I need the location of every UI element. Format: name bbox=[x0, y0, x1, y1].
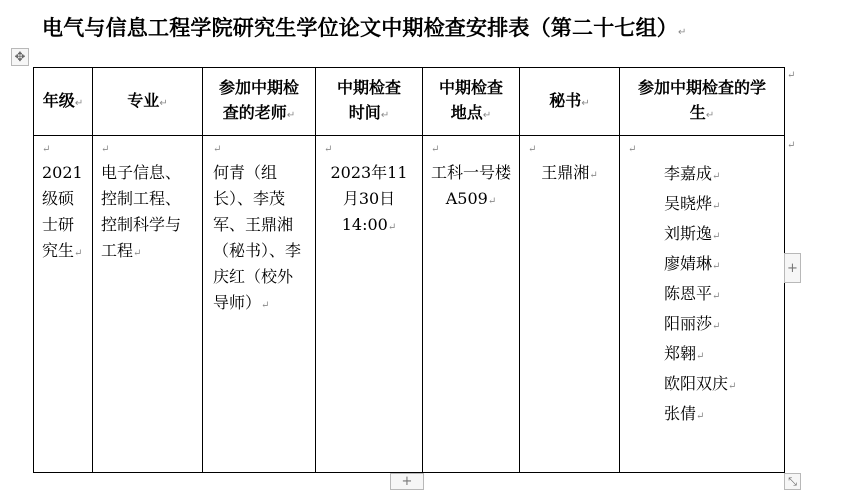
header-teachers-label: 参加中期检查的老师 bbox=[218, 78, 299, 122]
header-location-label: 中期检查地点 bbox=[438, 78, 503, 122]
teachers-value: 何青（组长）、李茂军、王鼎湘（秘书）、李庆红（校外导师） bbox=[213, 163, 302, 312]
row-end-mark: ↵ bbox=[787, 140, 796, 151]
table-resize-handle-icon[interactable] bbox=[784, 473, 801, 490]
cell-major[interactable] bbox=[93, 136, 203, 473]
list-item bbox=[664, 250, 772, 280]
header-secretary-label: 秘书 bbox=[549, 90, 582, 110]
header-grade-label: 年级 bbox=[42, 90, 75, 110]
cell-location[interactable] bbox=[423, 136, 520, 473]
header-time-label: 中期检查时间 bbox=[336, 78, 401, 122]
student-name: 廖婧琳 bbox=[664, 254, 713, 273]
list-item bbox=[664, 280, 772, 310]
header-grade[interactable] bbox=[34, 68, 93, 136]
paragraph-mark: ↵ bbox=[213, 144, 222, 155]
table-header-row bbox=[34, 68, 785, 136]
paragraph-mark: ↵ bbox=[380, 110, 390, 121]
student-name: 张倩 bbox=[664, 404, 697, 423]
paragraph-mark: ↵ bbox=[74, 248, 83, 259]
major-value: 电子信息、控制工程、控制科学与工程 bbox=[101, 163, 182, 260]
paragraph-mark: ↵ bbox=[712, 261, 721, 272]
list-item bbox=[664, 370, 772, 400]
table-move-handle-icon[interactable] bbox=[11, 48, 29, 66]
paragraph-mark: ↵ bbox=[628, 144, 637, 155]
paragraph-mark: ↵ bbox=[286, 110, 296, 121]
students-list bbox=[628, 160, 776, 430]
row-end-mark: ↵ bbox=[787, 70, 796, 81]
document-title-text: 电气与信息工程学院研究生学位论文中期检查安排表（第二十七组） bbox=[42, 16, 678, 40]
paragraph-mark: ↵ bbox=[42, 144, 51, 155]
header-location[interactable] bbox=[423, 68, 520, 136]
cell-teachers[interactable] bbox=[203, 136, 316, 473]
header-major[interactable] bbox=[93, 68, 203, 136]
student-name: 李嘉成 bbox=[664, 164, 713, 183]
header-students-label: 参加中期检查的学生 bbox=[637, 78, 766, 122]
student-name: 刘斯逸 bbox=[664, 224, 713, 243]
paragraph-mark: ↵ bbox=[712, 201, 721, 212]
grade-value: 2021级硕士研究生 bbox=[42, 163, 83, 260]
cell-grade[interactable] bbox=[34, 136, 93, 473]
paragraph-mark: ↵ bbox=[712, 171, 721, 182]
paragraph-mark: ↵ bbox=[101, 144, 110, 155]
student-name: 欧阳双庆 bbox=[664, 374, 729, 393]
paragraph-mark: ↵ bbox=[712, 291, 721, 302]
header-teachers[interactable] bbox=[203, 68, 316, 136]
location-value: 工科一号楼A509 bbox=[431, 163, 512, 208]
add-row-button[interactable] bbox=[784, 253, 801, 283]
cell-secretary[interactable] bbox=[520, 136, 620, 473]
paragraph-mark: ↵ bbox=[728, 381, 737, 392]
cell-time[interactable] bbox=[316, 136, 423, 473]
list-item bbox=[664, 190, 772, 220]
paragraph-mark: ↵ bbox=[678, 27, 687, 38]
student-name: 阳丽莎 bbox=[664, 314, 713, 333]
student-name: 陈恩平 bbox=[664, 284, 713, 303]
header-students[interactable] bbox=[620, 68, 785, 136]
paragraph-mark: ↵ bbox=[74, 97, 84, 109]
list-item bbox=[664, 220, 772, 250]
student-name: 吴晓烨 bbox=[664, 194, 713, 213]
secretary-value: 王鼎湘 bbox=[541, 163, 590, 182]
paragraph-mark: ↵ bbox=[712, 231, 721, 242]
paragraph-mark: ↵ bbox=[696, 351, 705, 362]
list-item bbox=[664, 160, 772, 190]
time-value: 2023年11月30日14:00 bbox=[330, 163, 408, 234]
paragraph-mark: ↵ bbox=[387, 222, 397, 233]
paragraph-mark: ↵ bbox=[589, 170, 598, 181]
move-icon: ✥ bbox=[14, 49, 26, 65]
paragraph-mark: ↵ bbox=[482, 110, 492, 121]
add-column-button[interactable] bbox=[390, 473, 424, 490]
header-time[interactable] bbox=[316, 68, 423, 136]
plus-icon: + bbox=[401, 474, 413, 489]
paragraph-mark: ↵ bbox=[487, 196, 497, 207]
list-item bbox=[664, 400, 772, 430]
resize-icon: ⤡ bbox=[788, 474, 797, 488]
header-major-label: 专业 bbox=[127, 90, 160, 110]
paragraph-mark: ↵ bbox=[705, 110, 715, 121]
schedule-table bbox=[33, 67, 785, 473]
table-row bbox=[34, 136, 785, 473]
list-item bbox=[664, 310, 772, 340]
paragraph-mark: ↵ bbox=[159, 97, 168, 109]
paragraph-mark: ↵ bbox=[581, 97, 590, 109]
paragraph-mark: ↵ bbox=[133, 248, 142, 259]
paragraph-mark: ↵ bbox=[324, 144, 333, 155]
plus-icon: + bbox=[787, 260, 798, 276]
header-secretary[interactable] bbox=[520, 68, 620, 136]
paragraph-mark: ↵ bbox=[431, 144, 440, 155]
cell-students[interactable] bbox=[620, 136, 785, 473]
document-title bbox=[42, 12, 687, 42]
list-item bbox=[664, 340, 772, 370]
paragraph-mark: ↵ bbox=[696, 411, 705, 422]
paragraph-mark: ↵ bbox=[712, 321, 721, 332]
paragraph-mark: ↵ bbox=[528, 144, 537, 155]
student-name: 郑翱 bbox=[664, 344, 697, 363]
paragraph-mark: ↵ bbox=[261, 300, 270, 311]
